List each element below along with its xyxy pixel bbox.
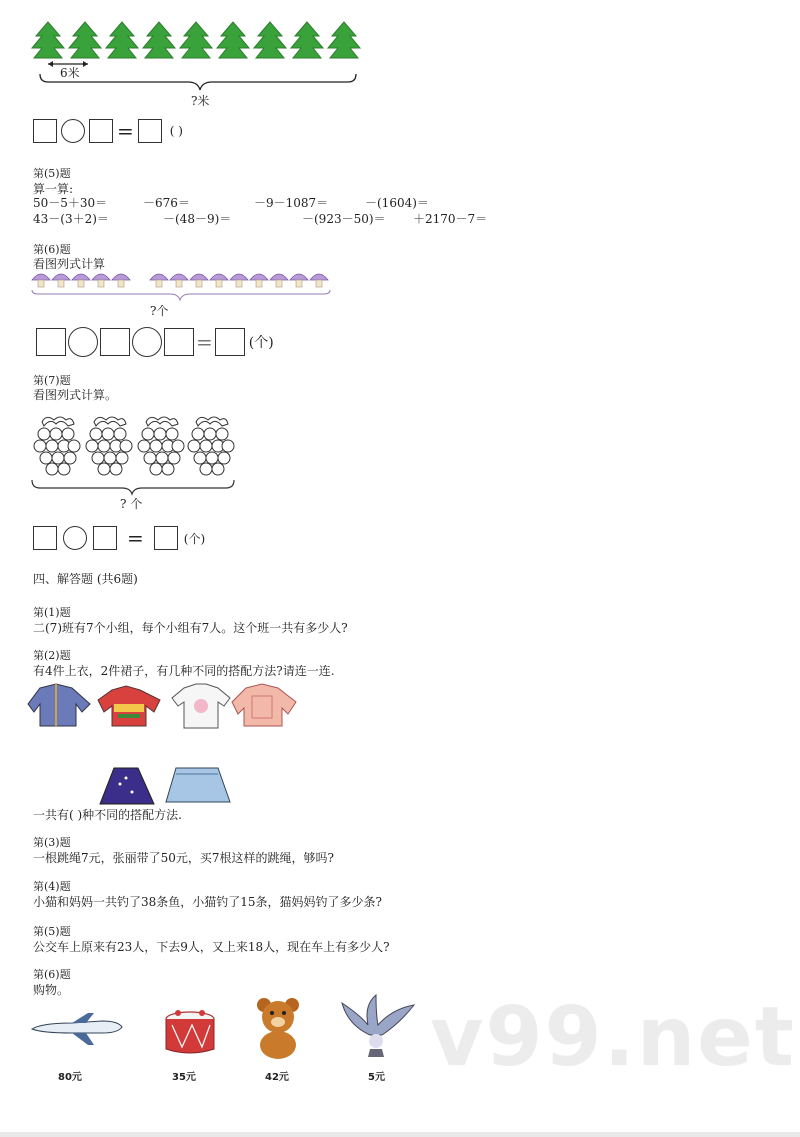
answer-box[interactable] xyxy=(100,328,130,356)
equation-row xyxy=(33,526,205,550)
answer-box[interactable] xyxy=(215,328,245,356)
question-title: 看图列式计算 xyxy=(33,257,106,271)
calc-item: －676＝ xyxy=(143,196,190,210)
answer-box[interactable] xyxy=(138,119,162,143)
page-bottom-edge xyxy=(0,1132,800,1137)
question-title: 算一算: xyxy=(33,182,74,196)
tree-icon xyxy=(217,22,249,58)
operator-circle[interactable] xyxy=(68,327,98,357)
equation-row xyxy=(33,119,183,143)
skirts-row xyxy=(100,762,240,808)
question-number: 第(1)题 xyxy=(33,606,71,619)
question-number: 第(6)题 xyxy=(33,243,71,256)
tops-row xyxy=(32,682,302,730)
answer-text: 一共有( )种不同的搭配方法. xyxy=(33,808,182,822)
question-title: 购物。 xyxy=(33,983,70,997)
segment-label: 6米 xyxy=(60,66,80,80)
price-label: 5元 xyxy=(368,1072,385,1083)
problem-text: 一根跳绳7元，张丽带了50元，买7根这样的跳绳，够吗? xyxy=(33,851,334,865)
answer-box[interactable] xyxy=(164,328,194,356)
tree-icon xyxy=(32,22,64,58)
answer-box[interactable] xyxy=(36,328,66,356)
problem-text: 有4件上衣，2件裙子，有几种不同的搭配方法?请连一连. xyxy=(33,664,335,678)
total-label: ?米 xyxy=(191,94,210,108)
unit-label: (个) xyxy=(183,531,206,546)
answer-box[interactable] xyxy=(33,526,57,550)
jacket-icon xyxy=(28,684,90,726)
tshirt-icon xyxy=(172,684,230,728)
question-number: 第(7)题 xyxy=(33,374,71,387)
bird-icon xyxy=(342,995,414,1057)
calc-item: ＋2170－7＝ xyxy=(413,212,488,226)
equals-sign: = xyxy=(117,119,134,143)
tree-icon xyxy=(106,22,138,58)
question-number: 第(6)题 xyxy=(33,968,71,981)
airplane-icon xyxy=(32,1013,122,1045)
tree-icon xyxy=(69,22,101,58)
answer-box[interactable] xyxy=(33,119,57,143)
answer-paren: ( ) xyxy=(169,124,183,138)
watermark: v99.net xyxy=(430,990,796,1085)
question-number: 第(5)题 xyxy=(33,925,71,938)
total-label: ? 个 xyxy=(120,497,143,511)
equals-sign: = xyxy=(196,330,213,354)
tree-row-graphic xyxy=(30,22,370,62)
tree-brace xyxy=(38,58,368,92)
tree-icon xyxy=(180,22,212,58)
unit-label: (个) xyxy=(248,335,274,351)
skirt-icon xyxy=(100,768,154,804)
tree-icon xyxy=(143,22,175,58)
operator-circle[interactable] xyxy=(132,327,162,357)
answer-box[interactable] xyxy=(154,526,178,550)
teddy-bear-icon xyxy=(257,998,299,1059)
problem-text: 小猫和妈妈一共钓了38条鱼，小猫钓了15条，猫妈妈钓了多少条? xyxy=(33,895,382,909)
problem-text: 公交车上原来有23人，下去9人，又上来18人，现在车上有多少人? xyxy=(33,940,390,954)
price-label: 80元 xyxy=(58,1072,82,1083)
tree-icon xyxy=(328,22,360,58)
equation-row xyxy=(36,327,274,357)
tree-icon xyxy=(291,22,323,58)
equals-sign: = xyxy=(127,526,144,550)
total-label: ?个 xyxy=(150,304,169,318)
calc-item: －(1604)＝ xyxy=(365,196,429,210)
shopping-items xyxy=(30,995,430,1065)
question-number: 第(5)题 xyxy=(33,167,71,180)
skirt-icon xyxy=(166,768,230,802)
drum-icon xyxy=(166,1010,214,1053)
calc-item: 43－(3＋2)＝ xyxy=(33,212,109,226)
tree-icon xyxy=(254,22,286,58)
calc-item: －9－1087＝ xyxy=(254,196,329,210)
price-label: 42元 xyxy=(265,1072,289,1083)
question-number: 第(2)题 xyxy=(33,649,71,662)
question-title: 看图列式计算。 xyxy=(33,388,118,402)
section-heading: 四、解答题 (共6题) xyxy=(33,572,138,586)
problem-text: 二(7)班有7个小组，每个小组有7人。这个班一共有多少人? xyxy=(33,621,348,635)
mushroom-groups xyxy=(30,268,340,304)
sweater-icon xyxy=(98,686,160,726)
question-number: 第(4)题 xyxy=(33,880,71,893)
calc-item: －(923－50)＝ xyxy=(302,212,386,226)
answer-box[interactable] xyxy=(93,526,117,550)
operator-circle[interactable] xyxy=(61,119,85,143)
question-number: 第(3)题 xyxy=(33,836,71,849)
answer-box[interactable] xyxy=(89,119,113,143)
coat-icon xyxy=(232,684,296,726)
operator-circle[interactable] xyxy=(63,526,87,550)
price-label: 35元 xyxy=(172,1072,196,1083)
calc-item: －(48－9)＝ xyxy=(163,212,232,226)
grape-group xyxy=(30,412,240,496)
calc-item: 50－5＋30＝ xyxy=(33,196,108,210)
